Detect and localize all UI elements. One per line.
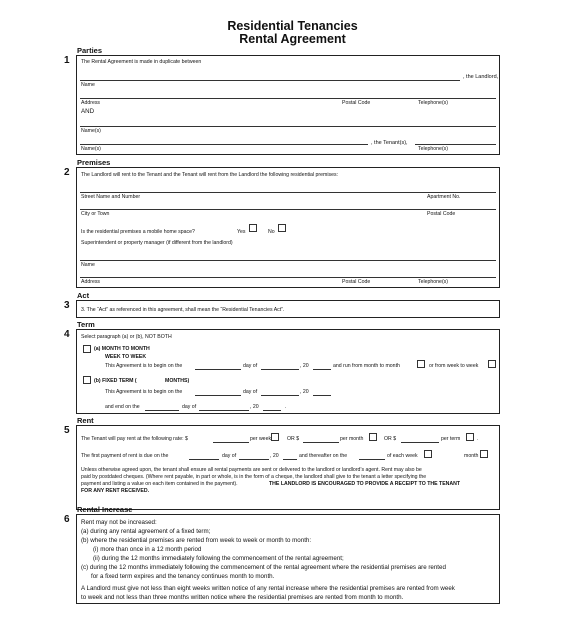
term-a-comma20: , 20 <box>300 363 309 369</box>
per-term-checkbox[interactable] <box>466 433 474 441</box>
month-label: month <box>464 453 479 459</box>
increase-line-1: Rent may not be increased: <box>81 519 157 526</box>
rent-terms-line-1: Unless otherwise agreed upon, the tenant shall ensure all rental payments are sent or delivered to the landlord or landlord’s agent. Rent may also be <box>81 467 422 473</box>
term-a-checkbox[interactable] <box>83 345 91 353</box>
section-parties-label: Parties <box>77 46 103 55</box>
city-line[interactable] <box>80 209 496 210</box>
increase-line-9: to week and not less than three months written notice where the residential premises are rented from month to month. <box>81 594 404 601</box>
term-end-month-line[interactable] <box>199 410 249 411</box>
parties-box <box>76 55 500 155</box>
first-payment-year-line[interactable] <box>283 459 297 460</box>
term-b-day-line[interactable] <box>195 395 241 396</box>
tenant-telephone-line[interactable] <box>415 144 496 145</box>
tenant-suffix: , the Tenant(s), <box>371 140 408 146</box>
per-week-label: per week <box>250 436 272 442</box>
landlord-address-line[interactable] <box>80 98 496 99</box>
per-month-checkbox[interactable] <box>369 433 377 441</box>
month-to-month-checkbox[interactable] <box>417 360 425 368</box>
term-a-month-line[interactable] <box>261 369 299 370</box>
increase-line-6: (c) during the 12 months immediately following the commencement of the rental agreement where the residential premises are rented <box>81 564 446 571</box>
apartment-caption: Apartment No. <box>427 194 461 200</box>
mobile-home-question: Is the residential premises a mobile home space? <box>81 229 195 235</box>
section-increase-label: Rental Increase <box>77 505 133 514</box>
each-week-checkbox[interactable] <box>424 450 432 458</box>
each-month-checkbox[interactable] <box>480 450 488 458</box>
rent-terms-line-3b: THE LANDLORD IS ENCOURAGED TO PROVIDE A RECEIPT TO THE TENANT <box>269 481 461 487</box>
term-a-title2: WEEK TO WEEK <box>105 354 147 360</box>
first-payment-text: The first payment of rent is due on the <box>81 453 169 459</box>
term-b-comma20: , 20 <box>300 389 309 395</box>
superintendent-caption: Superintendent or property manager (if different from the landlord) <box>81 240 233 246</box>
or-dollar-1: OR $ <box>287 436 300 442</box>
landlord-suffix: , the Landlord, <box>463 74 499 80</box>
increase-line-5: (ii) during the 12 months immediately following the commencement of the rental agreement; <box>93 555 344 562</box>
super-address-caption: Address <box>81 279 101 285</box>
yes-label: Yes <box>237 229 246 235</box>
term-b-months: MONTHS) <box>165 378 190 384</box>
term-end-day-of: day of <box>182 404 197 410</box>
first-payment-day-of: day of <box>222 453 237 459</box>
landlord-postal-caption: Postal Code <box>342 100 371 106</box>
rent-month-amount-line[interactable] <box>303 442 339 443</box>
term-select-instruction: Select paragraph (a) or (b), NOT BOTH <box>81 334 172 340</box>
section-1-number: 1 <box>64 55 70 66</box>
first-payment-month-line[interactable] <box>239 459 269 460</box>
term-end-comma20: , 20 <box>250 404 259 410</box>
increase-line-7: for a fixed term expires and the tenancy continues month to month. <box>91 573 275 580</box>
increase-line-4: (i) more than once in a 12 month period <box>93 546 202 553</box>
section-act-label: Act <box>77 291 90 300</box>
mobile-yes-checkbox[interactable] <box>249 224 257 232</box>
of-each-week-label: of each week <box>387 453 418 459</box>
term-b-title: (b) FIXED TERM ( <box>94 378 137 384</box>
and-label: AND <box>81 108 95 115</box>
act-box <box>76 300 500 318</box>
section-4-number: 4 <box>64 329 70 340</box>
increase-line-8: A Landlord must give not less than eight weeks written notice of any rental increase where the residential premises are rented from week <box>81 585 455 592</box>
section-5-number: 5 <box>64 425 70 436</box>
document-subtitle: Rental Agreement <box>239 32 346 46</box>
term-b-begin-text: This Agreement is to begin on the <box>105 389 183 395</box>
first-payment-day-line[interactable] <box>189 459 219 460</box>
term-b-day-of: day of <box>243 389 258 395</box>
tenant-name-line-1[interactable] <box>80 126 496 127</box>
increase-line-3: (b) where the residential premises are rented from week to week or month to month: <box>81 537 312 544</box>
term-a-day-line[interactable] <box>195 369 241 370</box>
premises-intro: The Landlord will rent to the Tenant and the Tenant will rent from the Landlord the following residential premises: <box>81 172 339 178</box>
tenant-names-caption-1: Name(s) <box>81 128 101 134</box>
rent-term-amount-line[interactable] <box>401 442 439 443</box>
section-rent-label: Rent <box>77 416 94 425</box>
tenant-name-line-2[interactable] <box>80 144 368 145</box>
term-b-year-line[interactable] <box>313 395 331 396</box>
first-payment-comma20: , 20 <box>270 453 279 459</box>
rent-box <box>76 425 500 510</box>
section-6-number: 6 <box>64 514 70 525</box>
landlord-name-line[interactable] <box>80 80 460 81</box>
term-box <box>76 329 500 414</box>
increase-box <box>76 514 500 604</box>
term-b-month-line[interactable] <box>261 395 299 396</box>
rent-rate-text: The Tenant will pay rent at the following rate: $ <box>81 436 188 442</box>
thereafter-day-line[interactable] <box>359 459 385 460</box>
section-3-number: 3 <box>64 300 70 311</box>
super-name-caption: Name <box>81 262 95 268</box>
rent-terms-line-3a: payment and listing a value on each item contained in the payment). <box>81 481 238 487</box>
tenant-telephone-caption: Telephone(s) <box>418 146 448 152</box>
or-dollar-2: OR $ <box>384 436 397 442</box>
super-telephone-caption: Telephone(s) <box>418 279 448 285</box>
increase-line-2: (a) during any rental agreement of a fixed term; <box>81 528 211 535</box>
rent-rate-period: . <box>477 436 479 442</box>
term-b-end-text: and end on the <box>105 404 140 410</box>
no-label: No <box>268 229 275 235</box>
term-end-period: . <box>285 404 287 410</box>
rent-terms-line-2: paid by postdated cheques. (Where rent payable, in part or whole, is in the form of a cheque, the landlord shall give to the tenant a letter specifying the <box>81 474 427 480</box>
tenant-names-caption-2: Name(s) <box>81 146 101 152</box>
term-a-week-to-week: or from week to week <box>429 363 479 369</box>
section-premises-label: Premises <box>77 158 111 167</box>
landlord-telephone-caption: Telephone(s) <box>418 100 448 106</box>
week-to-week-checkbox[interactable] <box>488 360 496 368</box>
per-month-label: per month <box>340 436 364 442</box>
street-line[interactable] <box>80 192 496 193</box>
term-a-day-of: day of <box>243 363 258 369</box>
term-a-month-to-month: and run from month to month <box>333 363 400 369</box>
rent-terms-line-4: FOR ANY RENT RECEIVED. <box>81 488 150 494</box>
mobile-no-checkbox[interactable] <box>278 224 286 232</box>
term-b-checkbox[interactable] <box>83 376 91 384</box>
term-a-title: (a) MONTH TO MONTH <box>94 346 150 352</box>
section-2-number: 2 <box>64 167 70 178</box>
city-caption: City or Town <box>81 211 110 217</box>
premises-postal-caption: Postal Code <box>427 211 456 217</box>
term-end-year-line[interactable] <box>263 410 281 411</box>
premises-box <box>76 167 500 288</box>
parties-intro: The Rental Agreement is made in duplicate between <box>81 59 202 65</box>
landlord-name-caption: Name <box>81 82 95 88</box>
landlord-address-caption: Address <box>81 100 101 106</box>
document-title: Residential Tenancies <box>227 19 358 33</box>
term-end-day-line[interactable] <box>145 410 179 411</box>
super-name-line[interactable] <box>80 260 496 261</box>
section-term-label: Term <box>77 320 95 329</box>
super-postal-caption: Postal Code <box>342 279 371 285</box>
rent-week-amount-line[interactable] <box>213 442 249 443</box>
thereafter-text: and thereafter on the <box>299 453 348 459</box>
per-term-label: per term <box>441 436 461 442</box>
term-a-begin-text: This Agreement is to begin on the <box>105 363 183 369</box>
street-caption: Street Name and Number <box>81 194 141 200</box>
act-text: 3. The “Act” as referenced in this agreement, shall mean the “Residential Tenancies Act”. <box>81 307 285 313</box>
term-a-year-line[interactable] <box>313 369 331 370</box>
per-week-checkbox[interactable] <box>271 433 279 441</box>
super-address-line[interactable] <box>80 277 496 278</box>
